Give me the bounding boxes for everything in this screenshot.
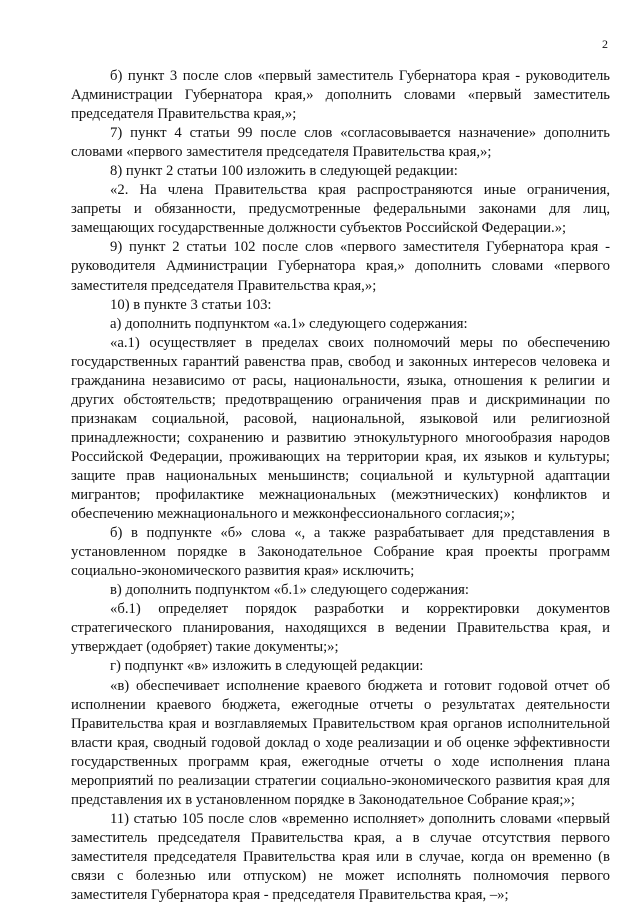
paragraph-subpoint-v-text: «в) обеспечивает исполнение краевого бюджета и готовит годовой отчет об исполнении краевого бюджета, ежегодные отчеты о результатах деятельности Правительства края и возглавляемых Правительством края органов исполнительной власти края, сводный годовой доклад о ходе реализации и об оценке эффективности государственных программ края, ежегодные отчеты о ходе исполнения плана мероприятий по реализации стратегии социально-экономического развития края для представления их в установленном порядке в Законодательное Собрание края;»; (71, 677, 610, 808)
paragraph-amendment-11: 11) статью 105 после слов «временно исполняет» дополнить словами «первый заместитель председателя Правительства края, а в случае отсутствия первого заместителя председателя Правительства края или в случае, когда он временно (в связи с болезнью или отпуском) не может исполнять полномочия первого заместителя Губернатора края - председателя Правительства края, –»; (71, 810, 610, 904)
paragraph-amendment-10v: в) дополнить подпунктом «б.1» следующего содержания: (110, 582, 469, 599)
paragraph-amendment-10a: а) дополнить подпунктом «а.1» следующего содержания: (110, 315, 468, 332)
paragraph-amendment-7: 7) пункт 4 статьи 99 после слов «согласовывается назначение» дополнить словами «первого заместителя председателя Правительства края,»; (71, 125, 610, 161)
paragraph-subpoint-a1-text: «а.1) осуществляет в пределах своих полномочий меры по обеспечению государственных гарантий равенства прав, свобод и законных интересов человека и гражданина независимо от расы, национальности, языка, отношения к религии и других обстоятельств; предотвращению ограничения прав и дискриминации по признакам социальной, расовой, национальной, языковой или религиозной принадлежности; сохранению и развитию этнокультурного многообразия народов Российской Федерации, проживающих на территории края, их языков и культуры; защите прав национальных меньшинств; социальной и культурной адаптации мигрантов; профилактике межнациональных (межэтнических) конфликтов и обеспечению межнационального и межконфессионального согласия;»; (71, 334, 610, 523)
paragraph-amendment-10g: г) подпункт «в» изложить в следующей редакции: (110, 658, 424, 675)
paragraph-amendment-10b: б) в подпункте «б» слова «, а также разрабатывает для представления в установленном порядке в Законодательное Собрание края проекты программ социально-экономического развития края» исключить; (71, 525, 610, 580)
paragraph-article-100-text: «2. На члена Правительства края распространяются иные ограничения, запреты и обязанности, предусмотренные федеральными законами для лиц, замещающих государственные должности субъектов Российской Федерации.»; (71, 182, 610, 237)
paragraph-amendment-6b: б) пункт 3 после слов «первый заместитель Губернатора края - руководитель Администрации Губернатора края,» дополнить словами «первый заместитель председателя Правительства края,»; (71, 68, 610, 123)
document-body (71, 67, 610, 905)
paragraph-subpoint-b1-text: «б.1) определяет порядок разработки и корректировки документов стратегического планирования, находящихся в ведении Правительства края, и утверждает (одобряет) такие документы;»; (71, 601, 610, 656)
paragraph-amendment-10: 10) в пункте 3 статьи 103: (110, 296, 272, 313)
paragraph-amendment-8: 8) пункт 2 статьи 100 изложить в следующей редакции: (110, 163, 458, 180)
page-number: 2 (602, 37, 608, 51)
paragraph-amendment-9: 9) пункт 2 статьи 102 после слов «первого заместителя Губернатора края - руководителя Администрации Губернатора края,» дополнить словами «первого заместителя председателя Правительства края,»; (71, 239, 610, 294)
